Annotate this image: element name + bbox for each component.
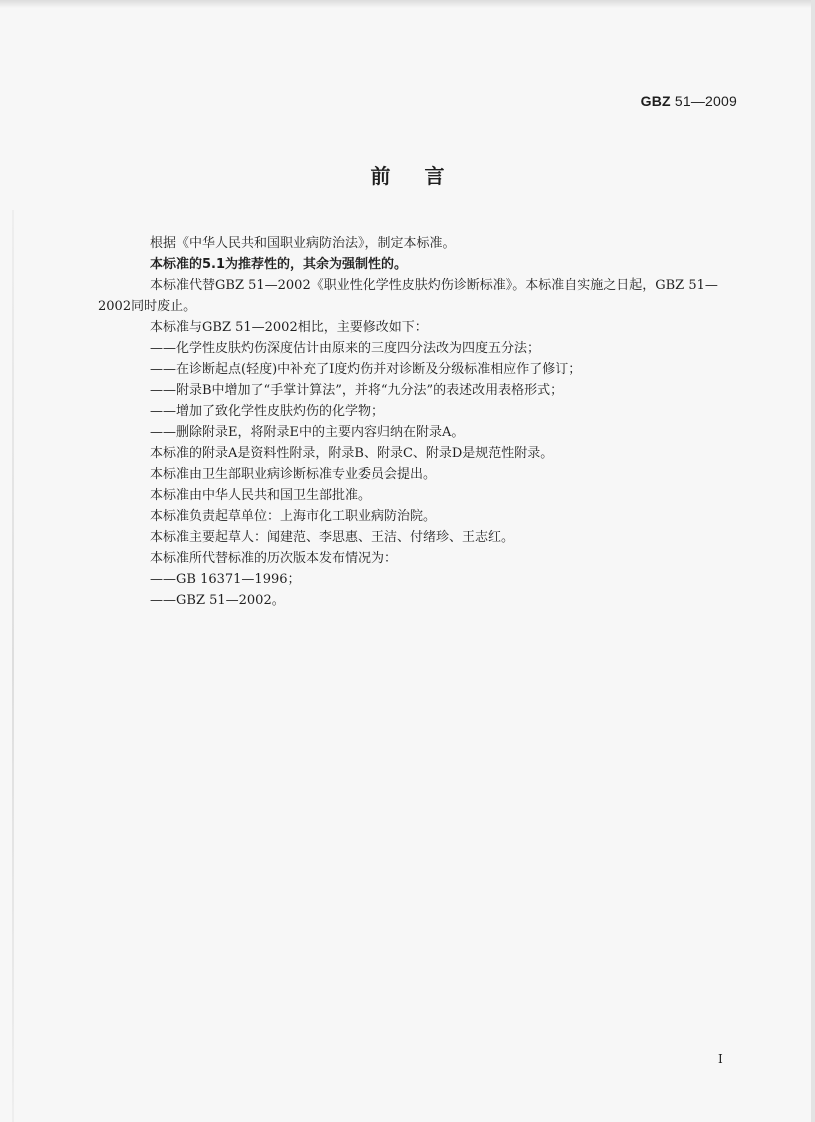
paragraph-replaces-continued: 2002同时废止。 [98,299,197,314]
list-item-change: ——增加了致化学性皮肤灼伤的化学物； [150,404,385,419]
paragraph-mandatory-note: 本标准的5.1为推荐性的，其余为强制性的。 [150,257,408,272]
list-item-history: ——GBZ 51—2002。 [150,593,285,608]
standard-code [641,93,737,109]
scan-edge [0,0,815,8]
paragraph-appendix-note: 本标准的附录A是资料性附录，附录B、附录C、附录D是规范性附录。 [150,446,554,461]
list-item-history: ——GB 16371—1996； [150,572,301,587]
paragraph-legal-basis: 根据《中华人民共和国职业病防治法》，制定本标准。 [150,236,456,251]
paragraph-drafting-unit: 本标准负责起草单位：上海市化工职业病防治院。 [150,509,437,524]
page-number: I [718,1052,723,1066]
foreword-body [98,233,736,611]
list-item-change: ——化学性皮肤灼伤深度估计由原来的三度四分法改为四度五分法； [150,341,541,356]
list-item-change: ——在诊断起点(轻度)中补充了Ⅰ度灼伤并对诊断及分级标准相应作了修订； [150,362,582,377]
paragraph-history-intro: 本标准所代替标准的历次版本发布情况为： [150,551,398,566]
paragraph-drafters: 本标准主要起草人：闻建范、李思惠、王洁、付绪珍、王志红。 [150,530,515,545]
page-title: 前言 [370,164,479,188]
paragraph-changes-intro: 本标准与GBZ 51—2002相比，主要修改如下： [150,320,428,335]
list-item-change: ——删除附录E，将附录E中的主要内容归纳在附录A。 [150,425,465,440]
standard-code-prefix: GBZ [640,93,671,109]
paragraph-proposer: 本标准由卫生部职业病诊断标准专业委员会提出。 [150,467,437,482]
page-fold-shadow [12,210,14,1122]
list-item-change: ——附录B中增加了“手掌计算法”，并将“九分法”的表述改用表格形式； [150,383,564,398]
standard-code-number: 51—2009 [670,93,737,109]
paragraph-replaces: 本标准代替GBZ 51—2002《职业性化学性皮肤灼伤诊断标准》。本标准自实施之日起，GBZ 51— [150,278,718,293]
paragraph-approver: 本标准由中华人民共和国卫生部批准。 [150,488,372,503]
